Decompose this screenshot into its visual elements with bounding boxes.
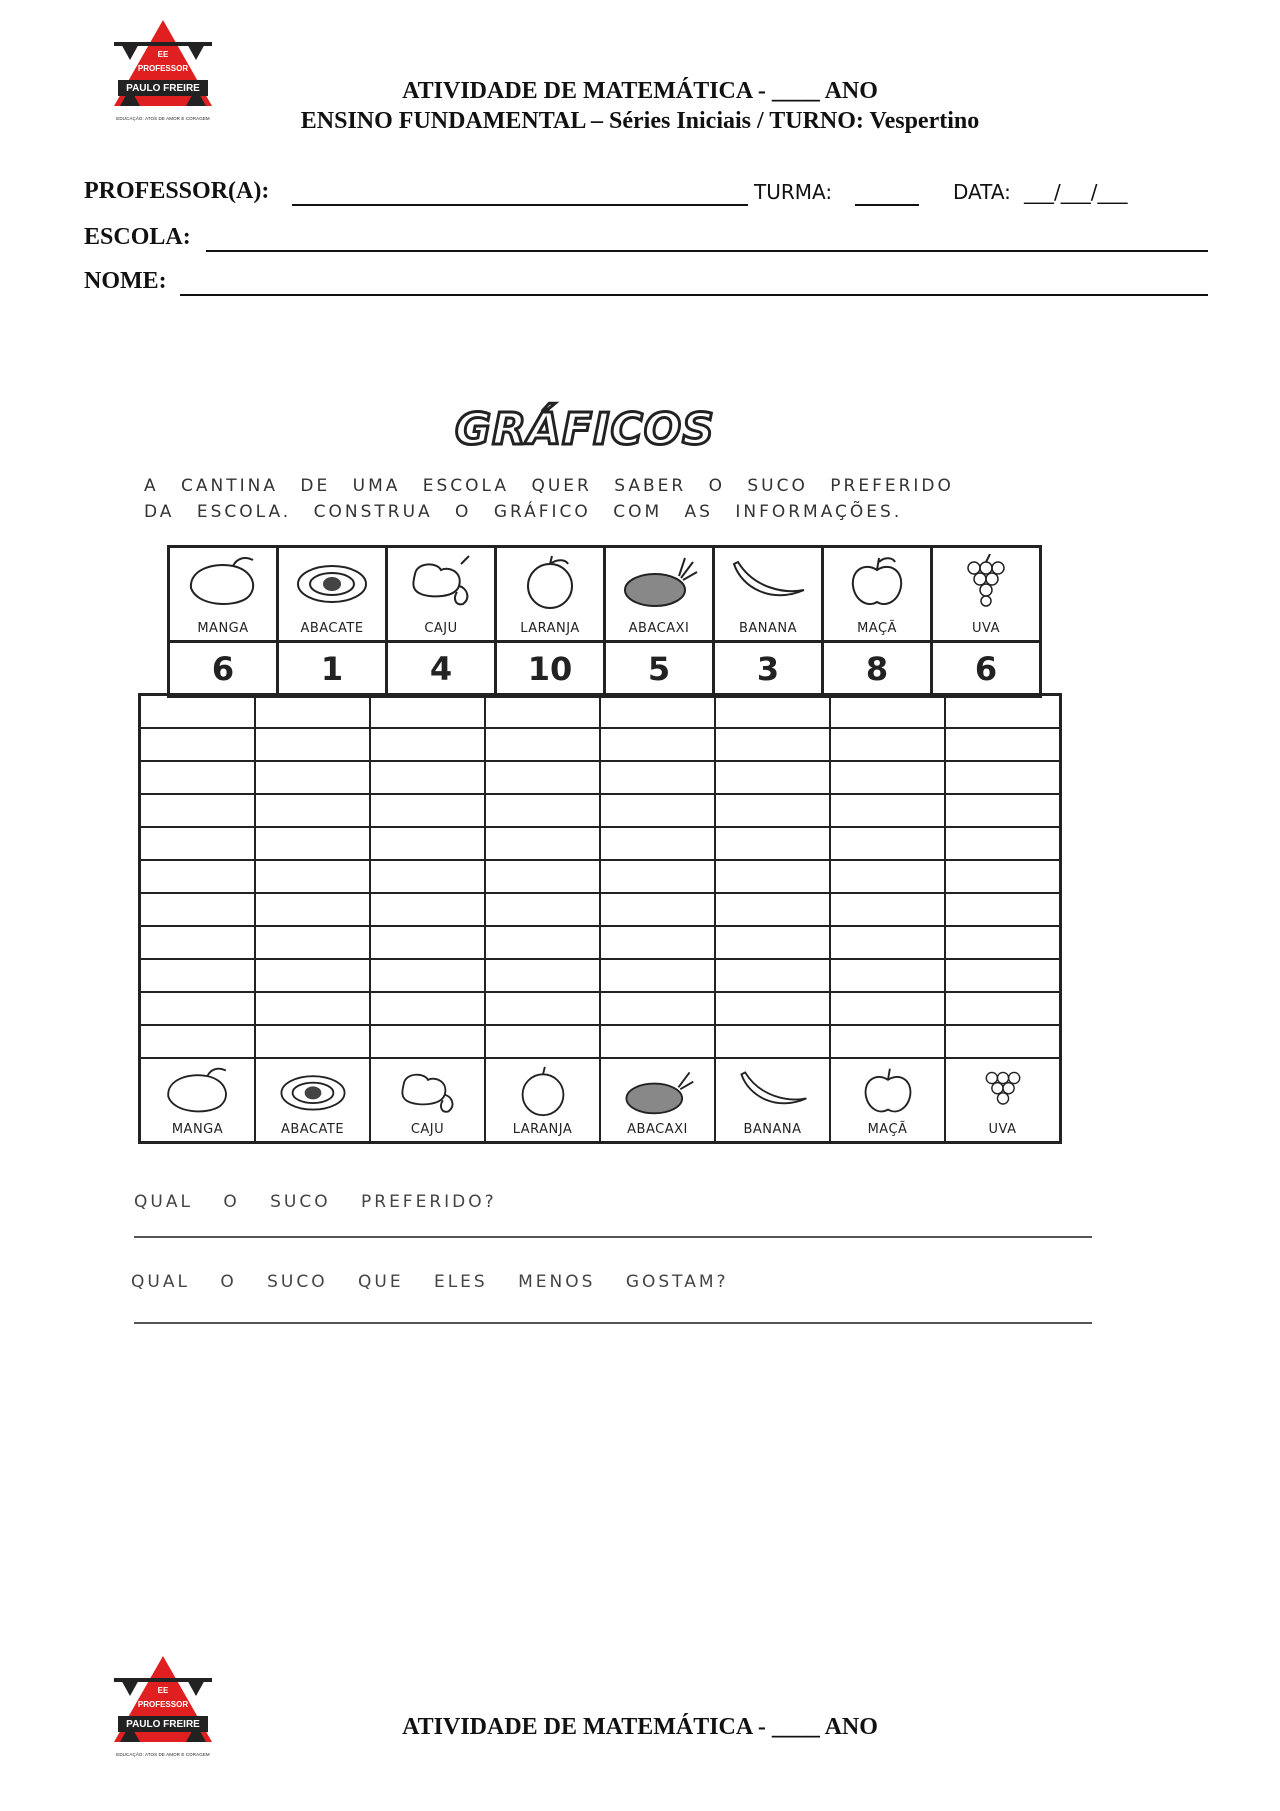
grid-cell[interactable] (255, 860, 370, 893)
grid-cell[interactable] (715, 959, 830, 992)
grid-cell[interactable] (830, 893, 945, 926)
escola-label: ESCOLA: (84, 224, 191, 250)
grid-cell[interactable] (255, 695, 370, 729)
grid-cell[interactable] (715, 695, 830, 729)
grid-cell[interactable] (140, 761, 256, 794)
fruit-cell-caju (387, 547, 496, 642)
fruit-cell-manga (169, 547, 278, 642)
cashew-icon (401, 554, 481, 610)
turma-label: TURMA: (754, 180, 833, 204)
instruction-line-2: DA ESCOLA. CONSTRUA O GRÁFICO COM AS INFORMAÇÕES. (144, 502, 903, 522)
grid-cell[interactable] (140, 728, 256, 761)
grid-cell[interactable] (715, 926, 830, 959)
grid-cell[interactable] (945, 695, 1061, 729)
professor-label: PROFESSOR(A): (84, 178, 270, 204)
grid-cell[interactable] (945, 926, 1061, 959)
data-label: DATA: (953, 180, 1011, 204)
footer-title: ATIVIDADE DE MATEMÁTICA - ____ ANO (402, 1714, 878, 1740)
grid-cell[interactable] (600, 761, 715, 794)
avocado-icon (275, 1065, 351, 1117)
grid-cell[interactable] (370, 926, 485, 959)
grid-cell[interactable] (830, 1025, 945, 1058)
fruit-name: MANGA (197, 621, 249, 636)
worksheet-title: GRÁFICOS (455, 404, 715, 455)
grid-cell[interactable] (370, 728, 485, 761)
grid-row (140, 959, 1061, 992)
fruit-name: LARANJA (520, 621, 580, 636)
grid-cell[interactable] (370, 827, 485, 860)
grid-cell[interactable] (830, 794, 945, 827)
fruit-count-table (167, 545, 1042, 698)
grid-cell[interactable] (255, 728, 370, 761)
fruit-name: ABACAXI (628, 621, 690, 636)
grid-cell[interactable] (255, 926, 370, 959)
grid-row (140, 794, 1061, 827)
grid-cell[interactable] (715, 1025, 830, 1058)
count-caju: 4 (387, 642, 496, 697)
grid-cell[interactable] (600, 893, 715, 926)
pineapple-icon (620, 1065, 696, 1117)
grid-row (140, 827, 1061, 860)
grid-cell[interactable] (600, 794, 715, 827)
grid-row (140, 695, 1061, 729)
grid-cell[interactable] (830, 959, 945, 992)
logo-tagline: EDUCAÇÃO: ATOS DE AMOR E CORAGEM (116, 116, 210, 121)
grid-cell[interactable] (830, 761, 945, 794)
fruit-name: ABACAXI (627, 1122, 688, 1137)
grid-row (140, 728, 1061, 761)
grid-row (140, 1025, 1061, 1058)
fruit-name: UVA (988, 1122, 1017, 1137)
grid-cell[interactable] (600, 992, 715, 1025)
logo-professor: PROFESSOR (137, 1700, 189, 1709)
grid-cell[interactable] (140, 827, 256, 860)
grid-cell[interactable] (830, 695, 945, 729)
grid-cell[interactable] (485, 761, 600, 794)
grid-cell[interactable] (715, 992, 830, 1025)
grid-cell[interactable] (370, 695, 485, 729)
grid-cell[interactable] (830, 827, 945, 860)
grid-cell[interactable] (140, 1025, 256, 1058)
grid-cell[interactable] (945, 794, 1061, 827)
page-subtitle: ENSINO FUNDAMENTAL – Séries Iniciais / TURNO: Vespertino (300, 108, 980, 134)
banana-icon (728, 554, 808, 610)
page-title: ATIVIDADE DE MATEMÁTICA - ____ ANO (402, 78, 878, 104)
date-field[interactable]: ___/___/___ (1024, 180, 1128, 204)
fruit-name: ABACATE (300, 621, 364, 636)
grid-cell[interactable] (370, 1025, 485, 1058)
grid-cell[interactable] (370, 992, 485, 1025)
grid-cell[interactable] (485, 893, 600, 926)
question-1: QUAL O SUCO PREFERIDO? (134, 1192, 497, 1212)
apple-icon (837, 554, 917, 610)
grid-row (140, 860, 1061, 893)
grid-cell[interactable] (370, 959, 485, 992)
cashew-icon (390, 1065, 466, 1117)
grid-cell[interactable] (485, 827, 600, 860)
grid-cell[interactable] (600, 827, 715, 860)
banana-icon (735, 1065, 811, 1117)
grid-cell[interactable] (945, 1025, 1061, 1058)
fruit-cell-abacaxi (605, 547, 714, 642)
grid-cell[interactable] (485, 860, 600, 893)
grid-cell[interactable] (140, 893, 256, 926)
fruit-cell-abacate (278, 547, 387, 642)
fruit-name: MANGA (171, 1122, 224, 1137)
professor-field[interactable] (292, 204, 748, 206)
question-2: QUAL O SUCO QUE ELES MENOS GOSTAM? (131, 1272, 729, 1292)
avocado-icon (292, 554, 372, 610)
fruit-name: LARANJA (512, 1122, 573, 1137)
grid-label-abacate (255, 1058, 370, 1143)
grid-cell[interactable] (600, 695, 715, 729)
grid-cell[interactable] (255, 794, 370, 827)
footer-logo (108, 1652, 218, 1764)
grid-label-banana (715, 1058, 830, 1143)
grid-label-row (140, 1058, 1061, 1143)
orange-icon (505, 1065, 581, 1117)
pineapple-icon (619, 554, 699, 610)
grid-cell[interactable] (255, 1025, 370, 1058)
grid-cell[interactable] (485, 992, 600, 1025)
fruit-name: BANANA (743, 1122, 802, 1137)
grid-cell[interactable] (485, 926, 600, 959)
grid-label-manga (140, 1058, 256, 1143)
grid-row (140, 893, 1061, 926)
grid-label-uva (945, 1058, 1061, 1143)
fruit-name: MAÇÃ (867, 1122, 908, 1137)
fruit-cell-uva (932, 547, 1041, 642)
fruit-cell-maca (823, 547, 932, 642)
grid-cell[interactable] (945, 827, 1061, 860)
grid-row (140, 992, 1061, 1025)
turma-field[interactable] (855, 204, 919, 206)
grid-cell[interactable] (370, 860, 485, 893)
logo-ee: EE (157, 50, 169, 59)
answer-2-line[interactable] (134, 1322, 1092, 1324)
grid-cell[interactable] (485, 728, 600, 761)
grid-cell[interactable] (945, 860, 1061, 893)
count-laranja: 10 (496, 642, 605, 697)
fruit-name: UVA (972, 621, 1000, 636)
fruit-name: CAJU (410, 1122, 445, 1137)
logo-paulo-freire: PAULO FREIRE (126, 1719, 200, 1730)
logo-ee: EE (157, 1686, 169, 1695)
grid-cell[interactable] (600, 959, 715, 992)
fruit-name: ABACATE (280, 1122, 345, 1137)
grid-cell[interactable] (485, 1025, 600, 1058)
grid-cell[interactable] (715, 827, 830, 860)
grid-cell[interactable] (945, 728, 1061, 761)
grid-cell[interactable] (600, 728, 715, 761)
count-manga: 6 (169, 642, 278, 697)
grid-cell[interactable] (600, 860, 715, 893)
grid-cell[interactable] (945, 893, 1061, 926)
grid-cell[interactable] (830, 728, 945, 761)
nome-label: NOME: (84, 268, 167, 294)
escola-field[interactable] (206, 250, 1208, 252)
logo-tagline: EDUCAÇÃO: ATOS DE AMOR E CORAGEM (116, 1752, 210, 1757)
nome-field[interactable] (180, 294, 1208, 296)
grape-icon (965, 1065, 1041, 1117)
grid-cell[interactable] (830, 860, 945, 893)
grid-cell[interactable] (370, 794, 485, 827)
fruit-name: MAÇÃ (857, 621, 897, 636)
grid-cell[interactable] (715, 728, 830, 761)
grid-row (140, 926, 1061, 959)
grid-label-laranja (485, 1058, 600, 1143)
grid-label-caju (370, 1058, 485, 1143)
grape-icon (946, 554, 1026, 610)
orange-icon (510, 554, 590, 610)
apple-icon (850, 1065, 926, 1117)
grid-cell[interactable] (830, 992, 945, 1025)
grid-cell[interactable] (255, 893, 370, 926)
grid-cell[interactable] (255, 992, 370, 1025)
logo-paulo-freire: PAULO FREIRE (126, 83, 200, 94)
count-maca: 8 (823, 642, 932, 697)
grid-cell[interactable] (485, 794, 600, 827)
fruit-cell-banana (714, 547, 823, 642)
grid-cell[interactable] (140, 959, 256, 992)
grid-cell[interactable] (370, 761, 485, 794)
grid-row (140, 761, 1061, 794)
grid-label-maca (830, 1058, 945, 1143)
count-abacaxi: 5 (605, 642, 714, 697)
grid-cell[interactable] (715, 893, 830, 926)
grid-cell[interactable] (140, 926, 256, 959)
bar-graph-grid (138, 693, 1062, 1144)
grid-cell[interactable] (600, 926, 715, 959)
grid-cell[interactable] (485, 695, 600, 729)
instruction-line-1: A CANTINA DE UMA ESCOLA QUER SABER O SUCO PREFERIDO (144, 476, 954, 496)
grid-cell[interactable] (370, 893, 485, 926)
grid-cell[interactable] (140, 992, 256, 1025)
fruit-icon-row (169, 547, 1041, 642)
mango-icon (160, 1065, 236, 1117)
count-banana: 3 (714, 642, 823, 697)
grid-cell[interactable] (140, 860, 256, 893)
fruit-cell-laranja (496, 547, 605, 642)
grid-cell[interactable] (255, 827, 370, 860)
grid-cell[interactable] (830, 926, 945, 959)
grid-cell[interactable] (715, 794, 830, 827)
grid-cell[interactable] (945, 959, 1061, 992)
fruit-name: CAJU (424, 621, 458, 636)
grid-cell[interactable] (255, 761, 370, 794)
count-abacate: 1 (278, 642, 387, 697)
grid-cell[interactable] (715, 761, 830, 794)
grid-cell[interactable] (140, 794, 256, 827)
fruit-count-row (169, 642, 1041, 697)
mango-icon (183, 554, 263, 610)
grid-cell[interactable] (255, 959, 370, 992)
fruit-name: BANANA (738, 621, 798, 636)
count-uva: 6 (932, 642, 1041, 697)
grid-cell[interactable] (945, 761, 1061, 794)
grid-cell[interactable] (485, 959, 600, 992)
answer-1-line[interactable] (134, 1236, 1092, 1238)
grid-cell[interactable] (715, 860, 830, 893)
logo-professor: PROFESSOR (137, 64, 189, 73)
grid-cell[interactable] (600, 1025, 715, 1058)
grid-label-abacaxi (600, 1058, 715, 1143)
grid-cell[interactable] (945, 992, 1061, 1025)
grid-cell[interactable] (140, 695, 256, 729)
